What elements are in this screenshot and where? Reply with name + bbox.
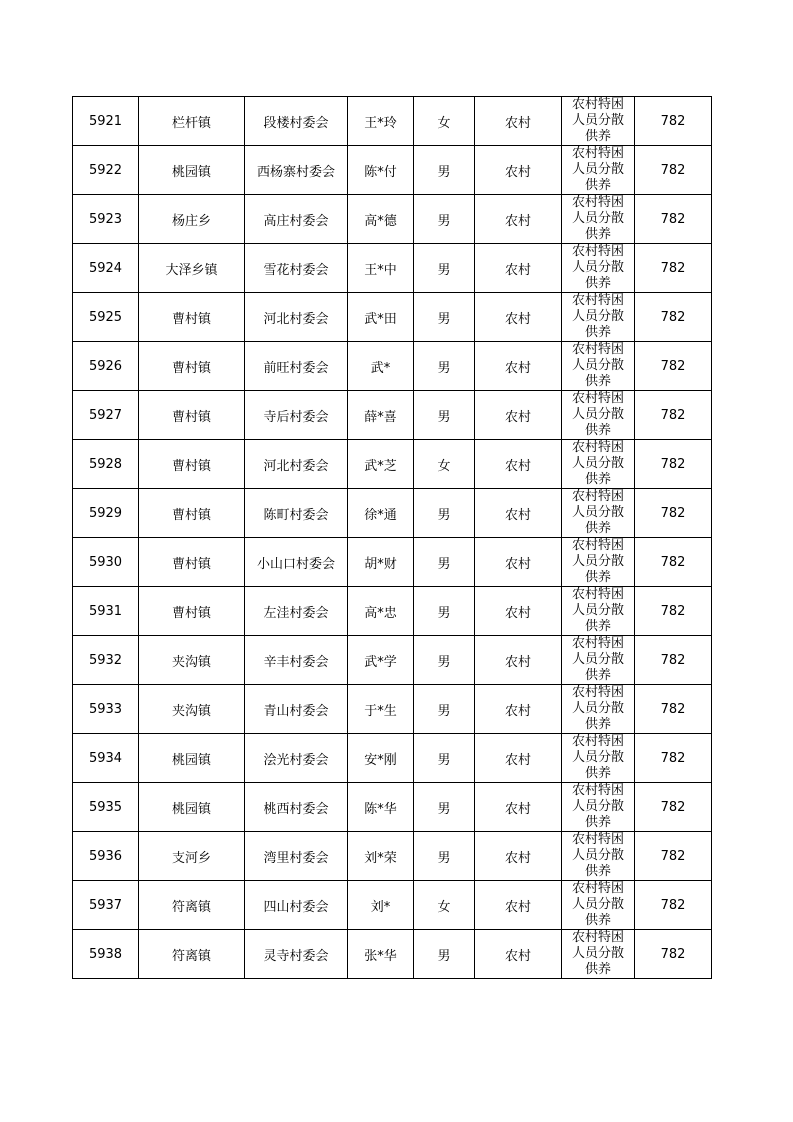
- person-name-cell: 胡*财: [348, 538, 414, 587]
- village-committee-cell: 高庄村委会: [245, 195, 348, 244]
- row-number-cell: 5930: [73, 538, 139, 587]
- table-row: [73, 440, 712, 489]
- village-committee-cell: 四山村委会: [245, 881, 348, 930]
- row-number-cell: 5924: [73, 244, 139, 293]
- person-name-cell: 武*: [348, 342, 414, 391]
- gender-cell: 男: [414, 293, 475, 342]
- person-name-cell: 王*中: [348, 244, 414, 293]
- category-text: 农村特困人员分散供养: [571, 146, 624, 192]
- gender-cell: 男: [414, 685, 475, 734]
- gender-cell: 男: [414, 832, 475, 881]
- town-cell: 夹沟镇: [139, 685, 245, 734]
- row-number-cell: 5933: [73, 685, 139, 734]
- village-committee-cell: 陈町村委会: [245, 489, 348, 538]
- category-cell: [562, 587, 635, 636]
- amount-cell: 782: [635, 342, 712, 391]
- village-committee-cell: 桃西村委会: [245, 783, 348, 832]
- amount-cell: 782: [635, 636, 712, 685]
- table-row: [73, 293, 712, 342]
- amount-cell: 782: [635, 146, 712, 195]
- town-cell: 桃园镇: [139, 146, 245, 195]
- row-number-cell: 5931: [73, 587, 139, 636]
- category-text: 农村特困人员分散供养: [571, 783, 624, 829]
- row-number-cell: 5928: [73, 440, 139, 489]
- area-type-cell: 农村: [475, 195, 562, 244]
- table-row: [73, 783, 712, 832]
- gender-cell: 女: [414, 440, 475, 489]
- row-number-cell: 5936: [73, 832, 139, 881]
- town-cell: 栏杆镇: [139, 97, 245, 146]
- table-row: [73, 195, 712, 244]
- category-cell: [562, 440, 635, 489]
- person-name-cell: 王*玲: [348, 97, 414, 146]
- amount-cell: 782: [635, 391, 712, 440]
- town-cell: 桃园镇: [139, 783, 245, 832]
- area-type-cell: 农村: [475, 587, 562, 636]
- town-cell: 曹村镇: [139, 587, 245, 636]
- amount-cell: 782: [635, 538, 712, 587]
- table-row: [73, 636, 712, 685]
- area-type-cell: 农村: [475, 685, 562, 734]
- area-type-cell: 农村: [475, 881, 562, 930]
- category-cell: [562, 244, 635, 293]
- town-cell: 曹村镇: [139, 489, 245, 538]
- row-number-cell: 5921: [73, 97, 139, 146]
- category-text: 农村特困人员分散供养: [571, 489, 624, 535]
- row-number-cell: 5922: [73, 146, 139, 195]
- area-type-cell: 农村: [475, 636, 562, 685]
- category-cell: [562, 391, 635, 440]
- table-row: [73, 832, 712, 881]
- amount-cell: 782: [635, 734, 712, 783]
- person-name-cell: 高*德: [348, 195, 414, 244]
- town-cell: 曹村镇: [139, 440, 245, 489]
- category-cell: [562, 783, 635, 832]
- table-row: [73, 244, 712, 293]
- town-cell: 曹村镇: [139, 391, 245, 440]
- row-number-cell: 5927: [73, 391, 139, 440]
- category-text: 农村特困人员分散供养: [571, 930, 624, 976]
- category-text: 农村特困人员分散供养: [571, 587, 624, 633]
- amount-cell: 782: [635, 489, 712, 538]
- amount-cell: 782: [635, 832, 712, 881]
- row-number-cell: 5935: [73, 783, 139, 832]
- village-committee-cell: 西杨寨村委会: [245, 146, 348, 195]
- village-committee-cell: 青山村委会: [245, 685, 348, 734]
- gender-cell: 男: [414, 783, 475, 832]
- category-cell: [562, 293, 635, 342]
- gender-cell: 男: [414, 930, 475, 979]
- village-committee-cell: 辛丰村委会: [245, 636, 348, 685]
- area-type-cell: 农村: [475, 342, 562, 391]
- area-type-cell: 农村: [475, 538, 562, 587]
- category-text: 农村特困人员分散供养: [571, 440, 624, 486]
- table-row: [73, 587, 712, 636]
- gender-cell: 女: [414, 881, 475, 930]
- amount-cell: 782: [635, 783, 712, 832]
- person-name-cell: 薛*喜: [348, 391, 414, 440]
- area-type-cell: 农村: [475, 734, 562, 783]
- amount-cell: 782: [635, 685, 712, 734]
- village-committee-cell: 浍光村委会: [245, 734, 348, 783]
- gender-cell: 男: [414, 342, 475, 391]
- row-number-cell: 5926: [73, 342, 139, 391]
- category-cell: [562, 734, 635, 783]
- gender-cell: 男: [414, 636, 475, 685]
- town-cell: 符离镇: [139, 881, 245, 930]
- category-cell: [562, 930, 635, 979]
- category-cell: [562, 195, 635, 244]
- table-row: [73, 146, 712, 195]
- town-cell: 杨庄乡: [139, 195, 245, 244]
- person-name-cell: 武*田: [348, 293, 414, 342]
- table-row: [73, 881, 712, 930]
- table-row: [73, 391, 712, 440]
- gender-cell: 男: [414, 244, 475, 293]
- person-name-cell: 徐*通: [348, 489, 414, 538]
- category-text: 农村特困人员分散供养: [571, 342, 624, 388]
- village-committee-cell: 灵寺村委会: [245, 930, 348, 979]
- category-cell: [562, 832, 635, 881]
- village-committee-cell: 湾里村委会: [245, 832, 348, 881]
- person-name-cell: 刘*: [348, 881, 414, 930]
- amount-cell: 782: [635, 244, 712, 293]
- table-row: [73, 685, 712, 734]
- town-cell: 曹村镇: [139, 538, 245, 587]
- category-text: 农村特困人员分散供养: [571, 734, 624, 780]
- area-type-cell: 农村: [475, 293, 562, 342]
- category-cell: [562, 881, 635, 930]
- area-type-cell: 农村: [475, 97, 562, 146]
- area-type-cell: 农村: [475, 930, 562, 979]
- village-committee-cell: 左洼村委会: [245, 587, 348, 636]
- gender-cell: 男: [414, 489, 475, 538]
- category-cell: [562, 97, 635, 146]
- village-committee-cell: 雪花村委会: [245, 244, 348, 293]
- row-number-cell: 5938: [73, 930, 139, 979]
- person-name-cell: 武*学: [348, 636, 414, 685]
- person-name-cell: 刘*荣: [348, 832, 414, 881]
- amount-cell: 782: [635, 440, 712, 489]
- person-name-cell: 武*芝: [348, 440, 414, 489]
- gender-cell: 男: [414, 391, 475, 440]
- amount-cell: 782: [635, 97, 712, 146]
- category-cell: [562, 685, 635, 734]
- town-cell: 夹沟镇: [139, 636, 245, 685]
- gender-cell: 男: [414, 146, 475, 195]
- village-committee-cell: 小山口村委会: [245, 538, 348, 587]
- row-number-cell: 5932: [73, 636, 139, 685]
- table-row: [73, 342, 712, 391]
- town-cell: 支河乡: [139, 832, 245, 881]
- area-type-cell: 农村: [475, 391, 562, 440]
- village-committee-cell: 寺后村委会: [245, 391, 348, 440]
- category-cell: [562, 636, 635, 685]
- row-number-cell: 5925: [73, 293, 139, 342]
- person-name-cell: 高*忠: [348, 587, 414, 636]
- village-committee-cell: 段楼村委会: [245, 97, 348, 146]
- area-type-cell: 农村: [475, 146, 562, 195]
- amount-cell: 782: [635, 195, 712, 244]
- area-type-cell: 农村: [475, 440, 562, 489]
- area-type-cell: 农村: [475, 832, 562, 881]
- town-cell: 符离镇: [139, 930, 245, 979]
- gender-cell: 男: [414, 195, 475, 244]
- table-row: [73, 734, 712, 783]
- area-type-cell: 农村: [475, 244, 562, 293]
- category-cell: [562, 342, 635, 391]
- town-cell: 曹村镇: [139, 342, 245, 391]
- category-text: 农村特困人员分散供养: [571, 244, 624, 290]
- gender-cell: 男: [414, 538, 475, 587]
- person-name-cell: 安*刚: [348, 734, 414, 783]
- row-number-cell: 5923: [73, 195, 139, 244]
- table-row: [73, 930, 712, 979]
- person-name-cell: 于*生: [348, 685, 414, 734]
- town-cell: 桃园镇: [139, 734, 245, 783]
- town-cell: 大泽乡镇: [139, 244, 245, 293]
- gender-cell: 男: [414, 587, 475, 636]
- town-cell: 曹村镇: [139, 293, 245, 342]
- category-cell: [562, 489, 635, 538]
- amount-cell: 782: [635, 881, 712, 930]
- gender-cell: 男: [414, 734, 475, 783]
- category-text: 农村特困人员分散供养: [571, 832, 624, 878]
- category-text: 农村特困人员分散供养: [571, 195, 624, 241]
- village-committee-cell: 河北村委会: [245, 293, 348, 342]
- category-cell: [562, 146, 635, 195]
- table-body: [73, 97, 712, 979]
- table-row: [73, 97, 712, 146]
- amount-cell: 782: [635, 587, 712, 636]
- category-cell: [562, 538, 635, 587]
- person-name-cell: 张*华: [348, 930, 414, 979]
- category-text: 农村特困人员分散供养: [571, 97, 624, 143]
- amount-cell: 782: [635, 930, 712, 979]
- gender-cell: 女: [414, 97, 475, 146]
- area-type-cell: 农村: [475, 783, 562, 832]
- row-number-cell: 5937: [73, 881, 139, 930]
- row-number-cell: 5934: [73, 734, 139, 783]
- person-name-cell: 陈*付: [348, 146, 414, 195]
- person-name-cell: 陈*华: [348, 783, 414, 832]
- beneficiary-table: [72, 96, 712, 979]
- village-committee-cell: 前旺村委会: [245, 342, 348, 391]
- category-text: 农村特困人员分散供养: [571, 685, 624, 731]
- category-text: 农村特困人员分散供养: [571, 293, 624, 339]
- row-number-cell: 5929: [73, 489, 139, 538]
- amount-cell: 782: [635, 293, 712, 342]
- category-text: 农村特困人员分散供养: [571, 538, 624, 584]
- village-committee-cell: 河北村委会: [245, 440, 348, 489]
- category-text: 农村特困人员分散供养: [571, 391, 624, 437]
- category-text: 农村特困人员分散供养: [571, 881, 624, 927]
- area-type-cell: 农村: [475, 489, 562, 538]
- table-row: [73, 489, 712, 538]
- category-text: 农村特困人员分散供养: [571, 636, 624, 682]
- table-row: [73, 538, 712, 587]
